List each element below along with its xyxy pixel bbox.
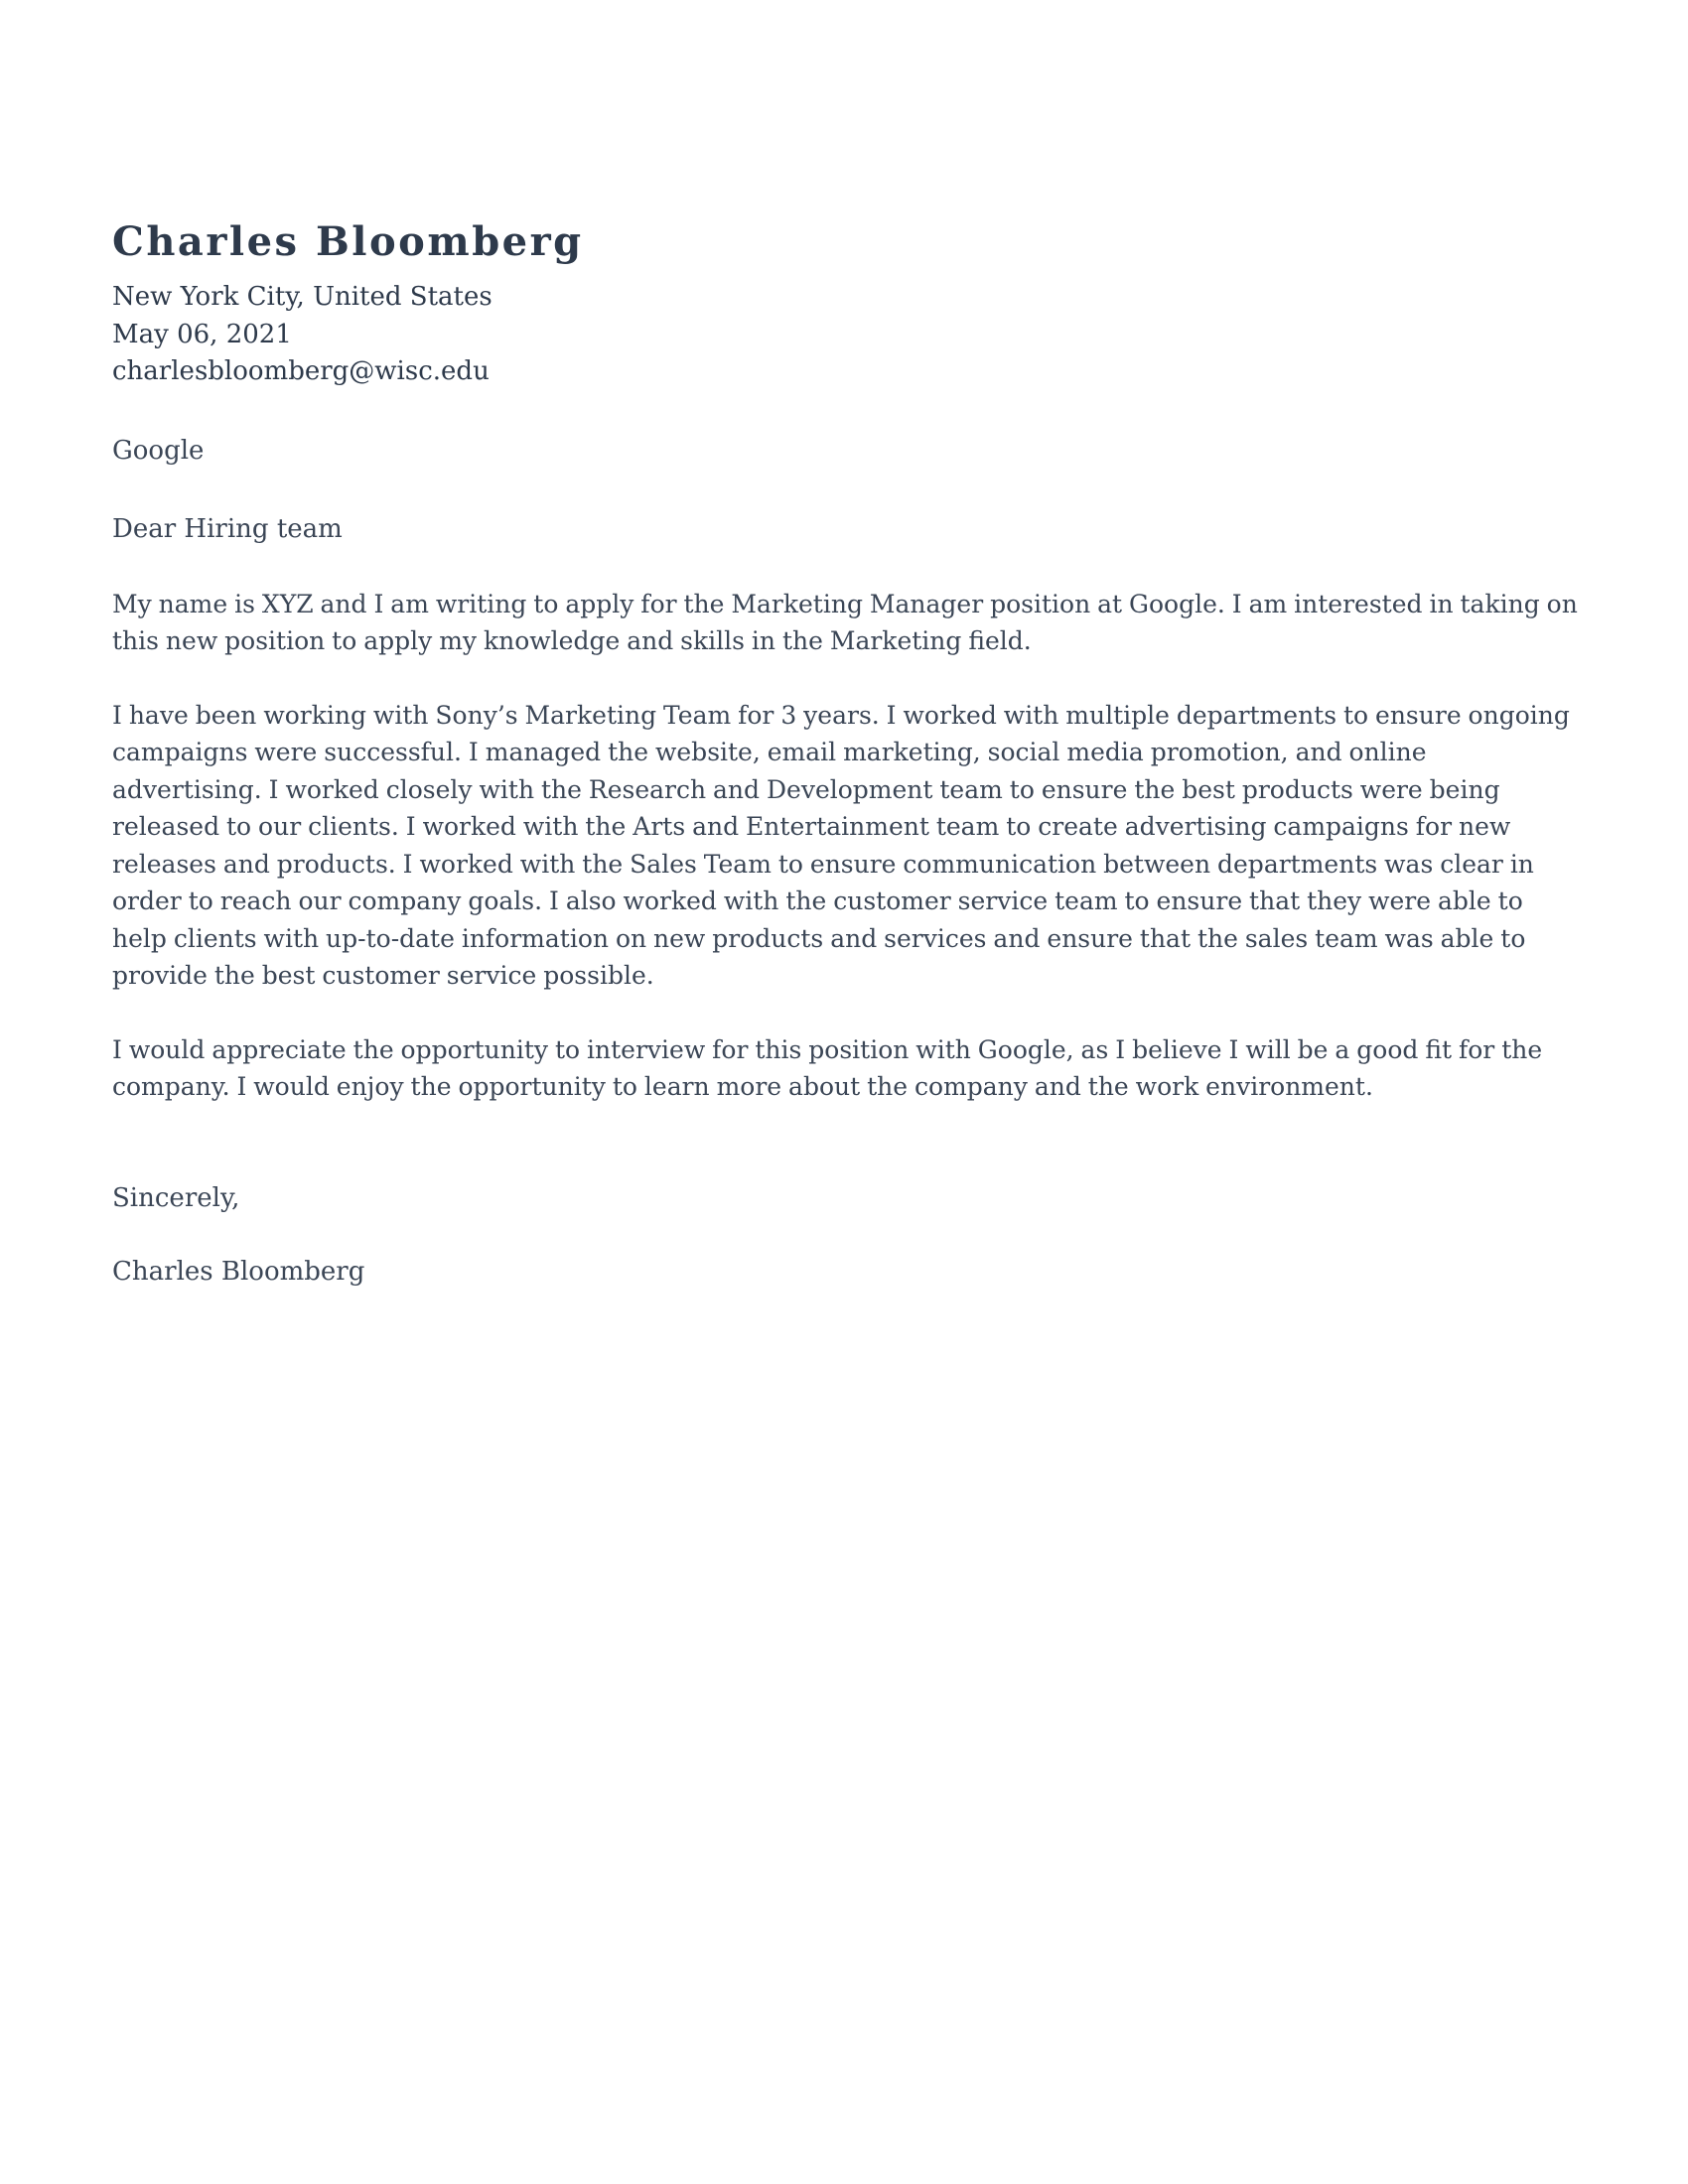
body-paragraph-experience: I have been working with Sony’s Marketing Team for 3 years. I worked with multiple departments to ensure ongoing campaigns were successful. I managed the website, email marketing, social media promotion, and online advertising. I worked closely with the Research and Development team to ensure the best products were being released to our clients. I worked with the Arts and Entertainment team to create advertising campaigns for new releases and products. I worked with the Sales Team to ensure communication between departments was clear in order to reach our company goals. I also worked with the customer service team to ensure that they were able to help clients with up-to-date information on new products and services and ensure that the sales team was able to provide the best customer service possible. [112,700,1570,990]
letter-content [112,218,1580,1292]
recipient-company: Google [112,435,205,466]
closing: Sincerely, [112,1182,240,1213]
sender-name: Charles Bloomberg [112,218,584,265]
body-paragraph-closing-remarks: I would appreciate the opportunity to interview for this position with Google, as I believe I will be a good fit for the company. I would enjoy the opportunity to learn more about the company and the work environment. [112,1034,1543,1101]
body-paragraph-intro: My name is XYZ and I am writing to apply for the Marketing Manager position at Google. I am interested in taking on this new position to apply my knowledge and skills in the Marketing field. [112,589,1578,655]
sender-location: New York City, United States [112,282,492,312]
sender-email: charlesbloomberg@wisc.edu [112,356,490,386]
letter-date: May 06, 2021 [112,319,292,349]
salutation: Dear Hiring team [112,514,343,544]
signature-name: Charles Bloomberg [112,1257,365,1287]
